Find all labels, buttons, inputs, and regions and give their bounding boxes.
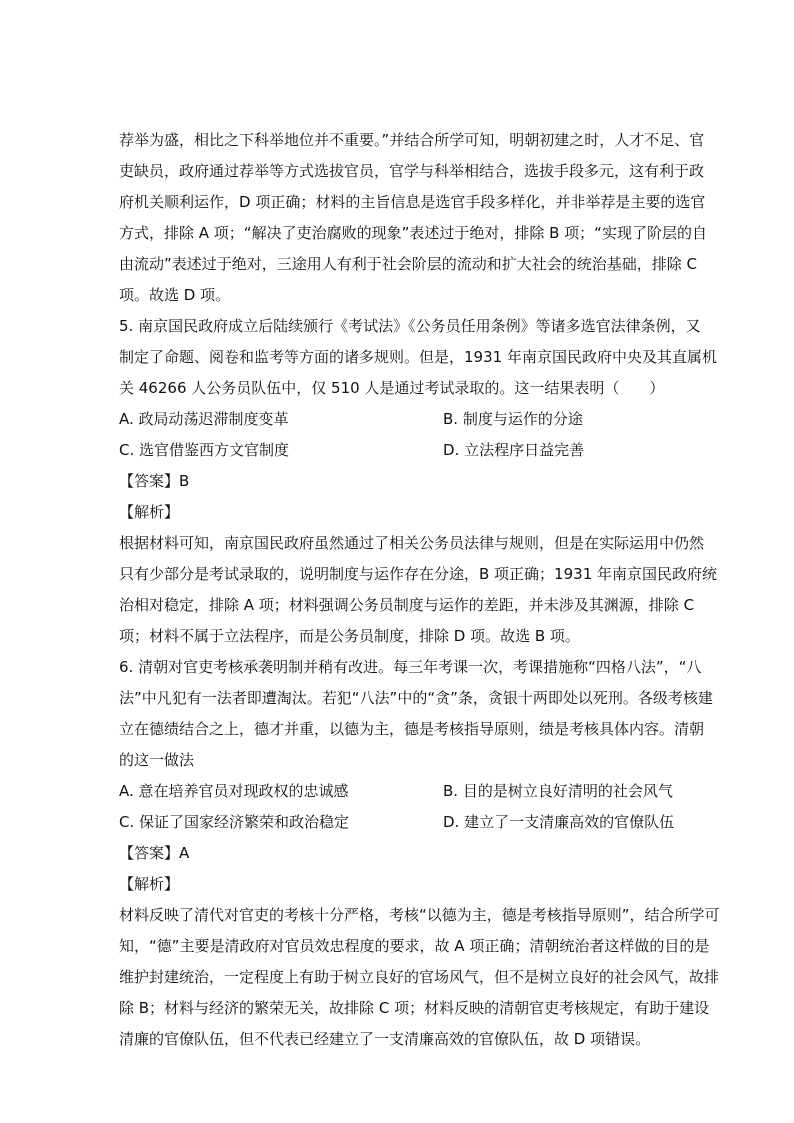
question-6-options [119, 776, 679, 838]
question-5-answer: 【答案】B [119, 472, 190, 490]
text-line: 关 46266 人公务员队伍中，仅 510 人是通过考试录取的。这一结果表明（ ） [119, 379, 665, 397]
question-6-answer: 【答案】A [119, 844, 190, 862]
text-line: 府机关顺利运作，D 项正确；材料的主旨信息是选官手段多样化，并非举荐是主要的选官 [119, 193, 706, 211]
option-d: D. 立法程序日益完善 [443, 441, 585, 459]
document-page [119, 125, 720, 1055]
text-line: 项。故选 D 项。 [119, 286, 231, 304]
text-line: 治相对稳定，排除 A 项；材料强调公务员制度与运作的差距，并未涉及其渊源，排除 C [119, 596, 695, 614]
option-c: C. 选官借鉴西方文官制度 [119, 441, 290, 459]
text-line: 维护封建统治，一定程度上有助于树立良好的官场风气，但不是树立良好的社会风气，故排 [119, 968, 720, 986]
question-5-stem [119, 311, 717, 404]
text-line: 制定了命题、阅卷和监考等方面的诸多规则。但是，1931 年南京国民政府中央及其直属机 [119, 348, 717, 366]
question-5-options [119, 404, 679, 466]
text-line: 6. 清朝对官吏考核承袭明制并稍有改进。每三年考课一次，考课措施称“四格八法”，“八 [119, 658, 702, 676]
text-line: 根据材料可知，南京国民政府虽然通过了相关公务员法律与规则，但是在实际运用中仍然 [119, 534, 705, 552]
text-line: 荐举为盛，相比之下科举地位并不重要。”并结合所学可知，明朝初建之时，人才不足、官 [119, 131, 705, 149]
text-line: 材料反映了清代对官吏的考核十分严格，考核“以德为主，德是考核指导原则”，结合所学可 [119, 906, 720, 924]
option-a: A. 政局动荡迟滞制度变革 [119, 410, 289, 428]
option-b: B. 目的是树立良好清明的社会风气 [443, 782, 673, 800]
text-line: 5. 南京国民政府成立后陆续颁行《考试法》《公务员任用条例》等诸多选官法律条例，又 [119, 317, 701, 335]
option-b: B. 制度与运作的分途 [443, 410, 583, 428]
question-6-analysis [119, 900, 720, 1055]
question-6-analysis-label: 【解析】 [119, 875, 180, 893]
option-d: D. 建立了一支清廉高效的官僚队伍 [443, 813, 675, 831]
text-line: 法”中凡犯有一法者即遭淘汰。若犯“八法”中的“贪”条，贪银十两即处以死刑。各级考核建 [119, 689, 713, 707]
text-line: 由流动”表述过于绝对，三途用人有利于社会阶层的流动和扩大社会的统治基础，排除 C [119, 255, 698, 273]
text-line: 只有少部分是考试录取的，说明制度与运作存在分途，B 项正确；1931 年南京国民政府统 [119, 565, 718, 583]
analysis-continuation [119, 125, 707, 311]
text-line: 除 B；材料与经济的繁荣无关，故排除 C 项；材料反映的清朝官吏考核规定，有助于建设 [119, 999, 710, 1017]
text-line: 的这一做法 [119, 751, 195, 769]
text-line: 方式，排除 A 项；“解决了吏治腐败的现象”表述过于绝对，排除 B 项；“实现了阶层的自 [119, 224, 707, 242]
question-6-stem [119, 652, 713, 776]
option-c: C. 保证了国家经济繁荣和政治稳定 [119, 813, 350, 831]
text-line: 吏缺员，政府通过荐举等方式选拔官员，官学与科举相结合，选拔手段多元，这有利于政 [119, 162, 705, 180]
text-line: 清廉的官僚队伍，但不代表已经建立了一支清廉高效的官僚队伍，故 D 项错误。 [119, 1030, 651, 1048]
text-line: 知，“德”主要是清政府对官员效忠程度的要求，故 A 项正确；清朝统治者这样做的目的是 [119, 937, 710, 955]
question-5-analysis-label: 【解析】 [119, 503, 180, 521]
option-a: A. 意在培养官员对现政权的忠诚感 [119, 782, 349, 800]
text-line: 立在德绩结合之上，德才并重，以德为主，德是考核指导原则，绩是考核具体内容。清朝 [119, 720, 705, 738]
text-line: 项；材料不属于立法程序，而是公务员制度，排除 D 项。故选 B 项。 [119, 627, 580, 645]
question-5-analysis [119, 528, 718, 652]
